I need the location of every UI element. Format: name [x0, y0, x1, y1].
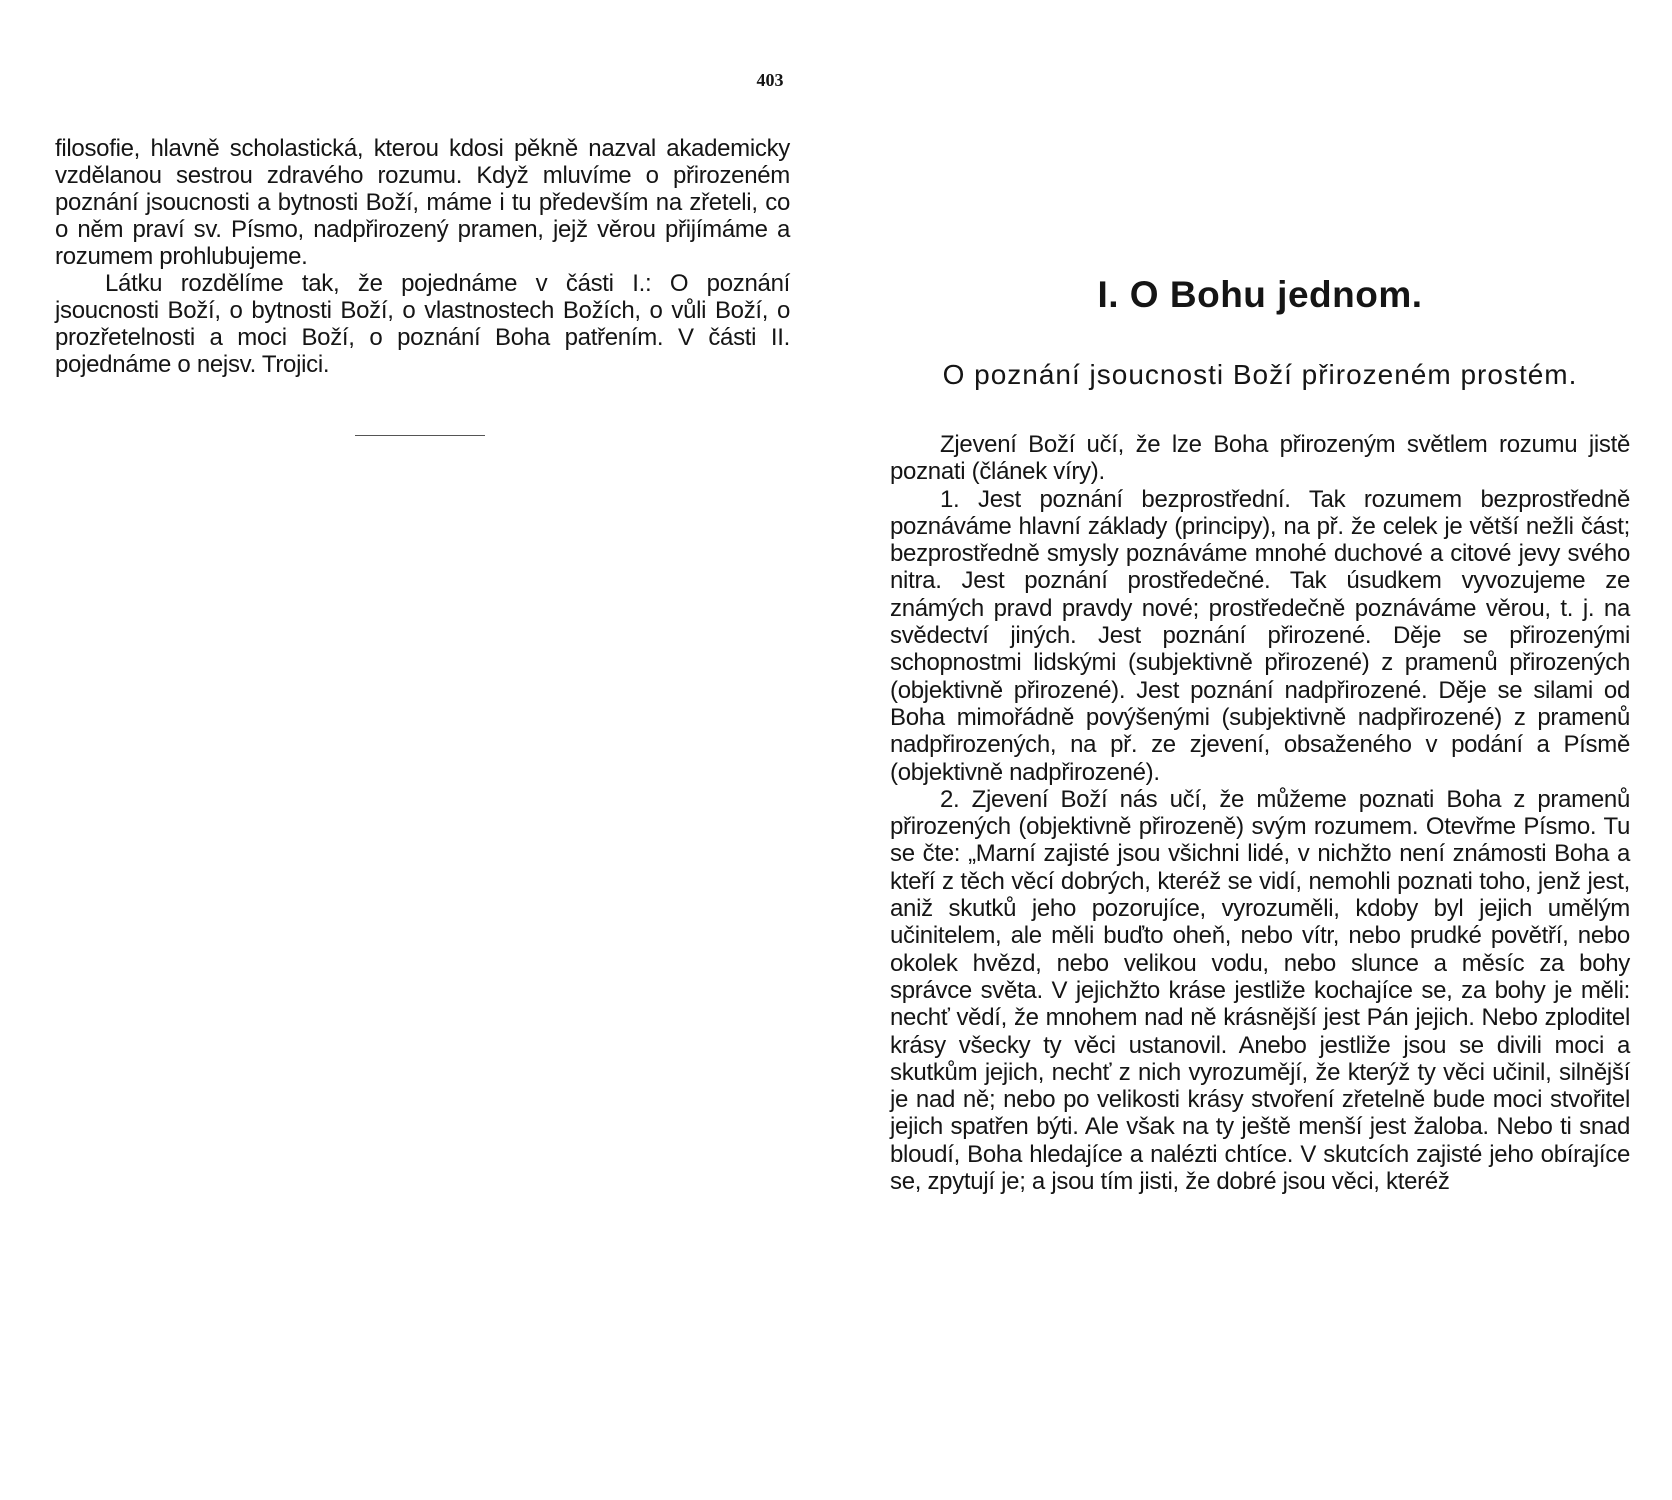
right-paragraph-3: 2. Zjevení Boží nás učí, že můžeme poznati Boha z pramenů přirozených (objektivně přirozeně) svým rozumem. Otevřme Písmo. Tu se čte: „Marní zajisté jsou všichni lidé, v nichžto není známosti Boha a kteří z těch věcí dobrých, kteréž se vidí, nemohli poznati toho, jenž jest, aniž skutků jeho pozorujíce, vyrozuměli, kdoby byl jejich umělým učinitelem, ale měli buďto oheň, nebo vítr, nebo prudké povětří, nebo okolek hvězd, nebo velikou vodu, nebo slunce a měsíc za bohy správce světa. V jejichžto kráse jestliže kochajíce se, za bohy je měli: nechť vědí, že mnohem nad ně krásnější jest Pán jejich. Nebo zploditel krásy všecky ty věci ustanovil. Anebo jestliže jsou se divili moci a skutkům jejich, nechť z nich vyrozumějí, že kterýž ty věci učinil, silnější je nad ně; nebo po velikosti krásy stvoření zřetelně bude moci stvořitel jejich spatřen býti. Ale však na ty ještě menší jest žaloba. Nebo ti snad bloudí, Boha hledajíce a nalézti chtíce. V skutcích zajisté jeho obírajíce se, zpytují je; a jsou tím jisti, že dobré jsou věci, kteréž	[890, 785, 1630, 1196]
page-number: 403	[756, 70, 784, 90]
right-body	[890, 431, 1630, 1195]
right-paragraph-2: 1. Jest poznání bezprostřední. Tak rozumem bezprostředně poznáváme hlavní základy (principy), na př. že celek je větší nežli část; bezprostředně smysly poznáváme mnohé duchové a citové jevy svého nitra. Jest poznání prostředečné. Tak úsudkem vyvozujeme ze známých pravd pravdy nové; prostředečně poznáváme věrou, t. j. na svědectví jiných. Jest poznání přirozené. Děje se přirozenými schopnostmi lidskými (subjektivně přirozené) z pramenů přirozených (objektivně přirozené). Jest poznání nadpřirozené. Děje se silami od Boha mimořádně povýšenými (subjektivně nadpřirozené) z pramenů nadpřirozených, na př. ze zjevení, obsaženého v podání a Písmě (objektivně nadpřirozené).	[890, 485, 1630, 786]
section-divider	[355, 435, 485, 436]
left-paragraph-1: filosofie, hlavně scholastická, kterou kdosi pěkně nazval akademicky vzdělanou sestrou zdravého rozumu. Když mluvíme o přirozeném poznání jsoucnosti a bytnosti Boží, máme i tu především na zřeteli, co o něm praví sv. Písmo, nadpřirozený pramen, jejž věrou přijímáme a rozumem prohlubujeme.	[55, 135, 790, 270]
section-heading: O poznání jsoucnosti Boží přirozeném prostém.	[942, 359, 1578, 390]
left-paragraph-2: Látku rozdělíme tak, že pojednáme v části I.: O poznání jsoucnosti Boží, o bytnosti Boží, o vlastnostech Božích, o vůli Boží, o prozřetelnosti a moci Boží, o poznání Boha patřením. V části II. pojednáme o nejsv. Trojici.	[55, 270, 790, 378]
part-heading: I. O Bohu jednom.	[1097, 274, 1423, 315]
left-column	[55, 135, 790, 378]
right-column	[890, 250, 1630, 1195]
right-paragraph-1: Zjevení Boží učí, že lze Boha přirozeným světlem rozumu jistě poznati (článek víry).	[890, 431, 1630, 486]
